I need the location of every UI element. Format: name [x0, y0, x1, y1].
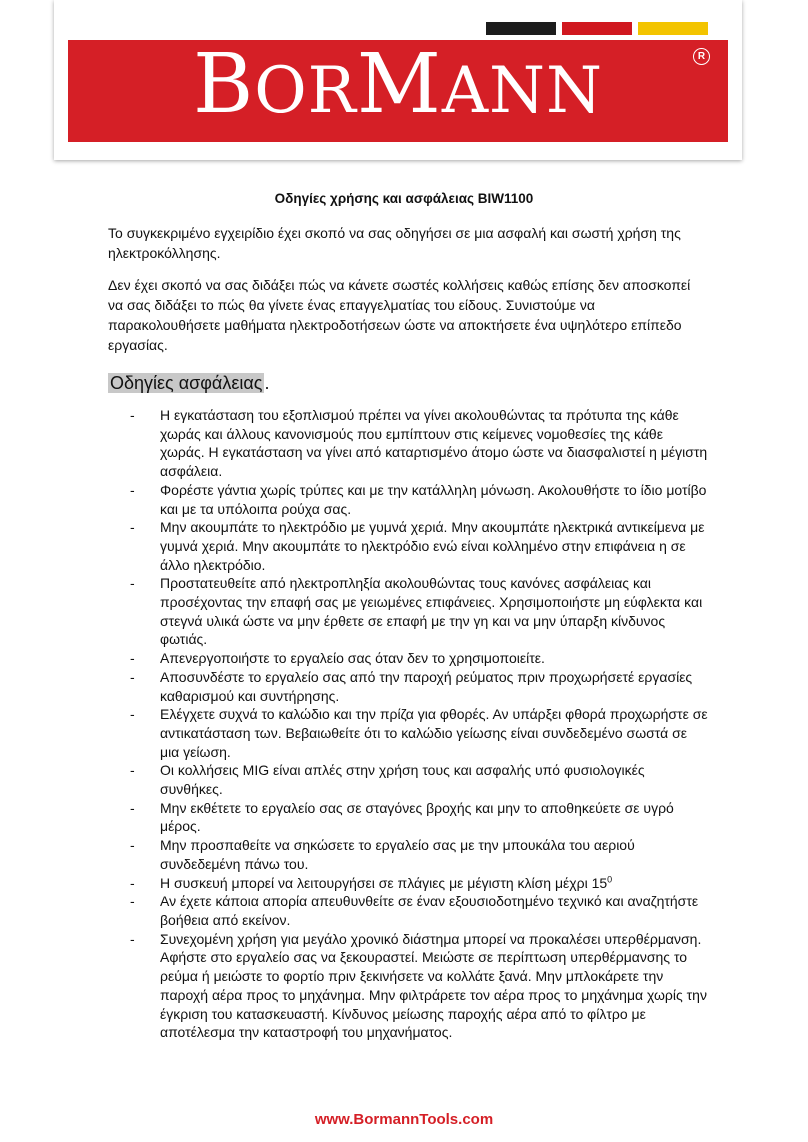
list-item-text: Αποσυνδέστε το εργαλείο σας από την παροχή ρεύματος πριν προχωρήσετέ εργασίες καθαρισμού και συντήρησης. [160, 668, 693, 704]
list-dash: - [130, 481, 135, 498]
list-dash: - [130, 930, 135, 947]
list-item [130, 892, 710, 929]
list-item [130, 836, 710, 873]
list-item [130, 574, 710, 649]
list-item-text: Αν έχετε κάποια απορία απευθυνθείτε σε έναν εξουσιοδοτημένο τεχνικό και αναζητήστε βοήθεια από εκείνον. [160, 893, 699, 928]
list-item [130, 930, 710, 1042]
safety-instructions-list [130, 406, 710, 1042]
registered-trademark-icon: R [693, 48, 710, 65]
list-dash: - [130, 706, 135, 723]
list-item [130, 799, 710, 836]
safety-section-heading [108, 372, 269, 394]
list-item [130, 668, 710, 705]
safety-heading-text: Οδηγίες ασφάλειας [110, 373, 263, 393]
list-item [130, 518, 710, 574]
intro-paragraph: Δεν έχει σκοπό να σας διδάξει πώς να κάνετε σωστές κολλήσεις καθώς επίσης δεν αποσκοπεί να σας διδάξει το πώς θα γίνετε ένας επαγγελματίας του είδους. Συνιστούμε να παρακολουθήσετε μαθήματα ηλεκτροδοτήσεων ώστε να αποκτήσετε ένα υψηλότερο επίπεδο εργασίας. [108, 277, 691, 353]
list-item-text: Μην ακουμπάτε το ηλεκτρόδιο με γυμνά χεριά. Μην ακουμπάτε ηλεκτρικά αντικείμενα με γυμνά χεριά. Μην ακουμπάτε το ηλεκτρόδιο ενώ είναι κολλημένο στην επιφάνεια η σε άλλο ηλεκτρόδιο. [160, 519, 705, 573]
list-item-text: Απενεργοποιήστε το εργαλείο σας όταν δεν το χρησιμοποιείτε. [160, 650, 545, 667]
logo-flag-black-stripe [486, 22, 556, 35]
list-item-text: Μην προσπαθείτε να σηκώσετε το εργαλείο σας με την μπουκάλα του αεριού συνδεδεμένη πάνω του. [160, 837, 635, 872]
intro-paragraph: Το συγκεκριμένο εγχειρίδιο έχει σκοπό να σας οδηγήσει σε μια ασφαλή και σωστή χρήση της ηλεκτροκόλλησης. [108, 225, 681, 261]
document-title: Οδηγίες χρήσης και ασφάλειας BIW1100 [274, 191, 534, 206]
logo-wordmark: BORMANN [192, 37, 604, 132]
list-item-text: Προστατευθείτε από ηλεκτροπληξία ακολουθώντας τους κανόνες ασφάλειας και προσέχοντας την επαφή σας με γειωμένες επιφάνειες. Χρησιμοποιήστε μη εύφλεκτα και στεγνά υλικά ώστε να μην έρθετε σε επαφή με την γη και να μην ύπαρξη κίνδυνος φωτιάς. [160, 575, 703, 648]
list-item [130, 649, 710, 668]
logo-red-band [68, 37, 728, 142]
list-item-text: Οι κολλήσεις MIG είναι απλές στην χρήση τους και ασφαλής υπό φυσιολογικές συνθήκες. [160, 762, 645, 798]
list-item [130, 705, 710, 761]
list-item-text: Ελέγχετε συχνά το καλώδιο και την πρίζα για φθορές. Αν υπάρξει φθορά προχωρήστε σε αντικατάσταση των. Βεβαιωθείτε ότι το καλώδιο γείωσης είναι συνδεδεμένο σωστά σε μια γείωση. [160, 706, 708, 760]
degree-superscript: 0 [607, 873, 613, 884]
list-dash: - [130, 575, 135, 592]
list-item-text: Συνεχομένη χρήση για μεγάλο χρονικό διάστημα μπορεί να προκαλέσει υπερθέρμανση. Αφήστε στο εργαλείο σας να ξεκουραστεί. Μειώστε σε περίπτωση υπερθέρμανσης το ρεύμα ή μειώστε το φορτίο πριν ξεκινήσετε να κολλάτε ξανά. Μην μπλοκάρετε την παροχή αέρα προς το μηχάνημα. Μην φιλτράρετε τον αέρα προς το μηχάνημα χωρίς την έγκριση του κατασκευαστή. Κίνδυνος μείωσης παροχής αέρα από το φίλτρο με αποτέλεσμα την καταστροφή του μηχανήματος. [160, 930, 707, 1041]
list-dash: - [130, 893, 135, 910]
safety-heading-period: . [264, 373, 270, 393]
logo-flag-gold-stripe [638, 22, 708, 35]
list-item [130, 761, 710, 798]
brand-logo [54, 0, 742, 160]
list-dash: - [130, 407, 135, 423]
logo-flag-red-stripe [562, 22, 632, 35]
list-dash: - [130, 650, 135, 667]
list-dash: - [130, 799, 135, 816]
list-dash: - [130, 762, 135, 779]
list-item-text: Η συσκευή μπορεί να λειτουργήσει σε πλάγιες με μέγιστη κλίση μέχρι 15 [160, 874, 608, 891]
list-item-text: Φορέστε γάντια χωρίς τρύπες και με την κατάλληλη μόνωση. Ακολουθήστε το ίδιο μοτίβο και με τα υπόλοιπα ρούχα σας. [160, 481, 707, 517]
list-dash: - [130, 519, 135, 536]
footer-website-link[interactable]: www.BormannTools.com [314, 1111, 494, 1128]
list-item [130, 481, 710, 518]
list-item-text: Η εγκατάσταση του εξοπλισμού πρέπει να γίνει ακολουθώντας τα πρότυπα της κάθε χωράς και άλλους κανονισμούς που εμπίπτουν στις κείμενες νομοθεσίες της κάθε χωράς. Η εγκατάσταση να γίνει από καταρτισμένο άτομο ώστε να διασφαλιστεί η μέγιστη ασφάλεια. [160, 407, 708, 480]
list-item [130, 874, 710, 893]
list-item [130, 406, 710, 481]
list-dash: - [130, 668, 135, 685]
list-dash: - [130, 837, 135, 854]
list-item-text: Μην εκθέτετε το εργαλείο σας σε σταγόνες βροχής και μην το αποθηκεύετε σε υγρό μέρος. [160, 799, 674, 835]
list-dash: - [130, 874, 135, 891]
